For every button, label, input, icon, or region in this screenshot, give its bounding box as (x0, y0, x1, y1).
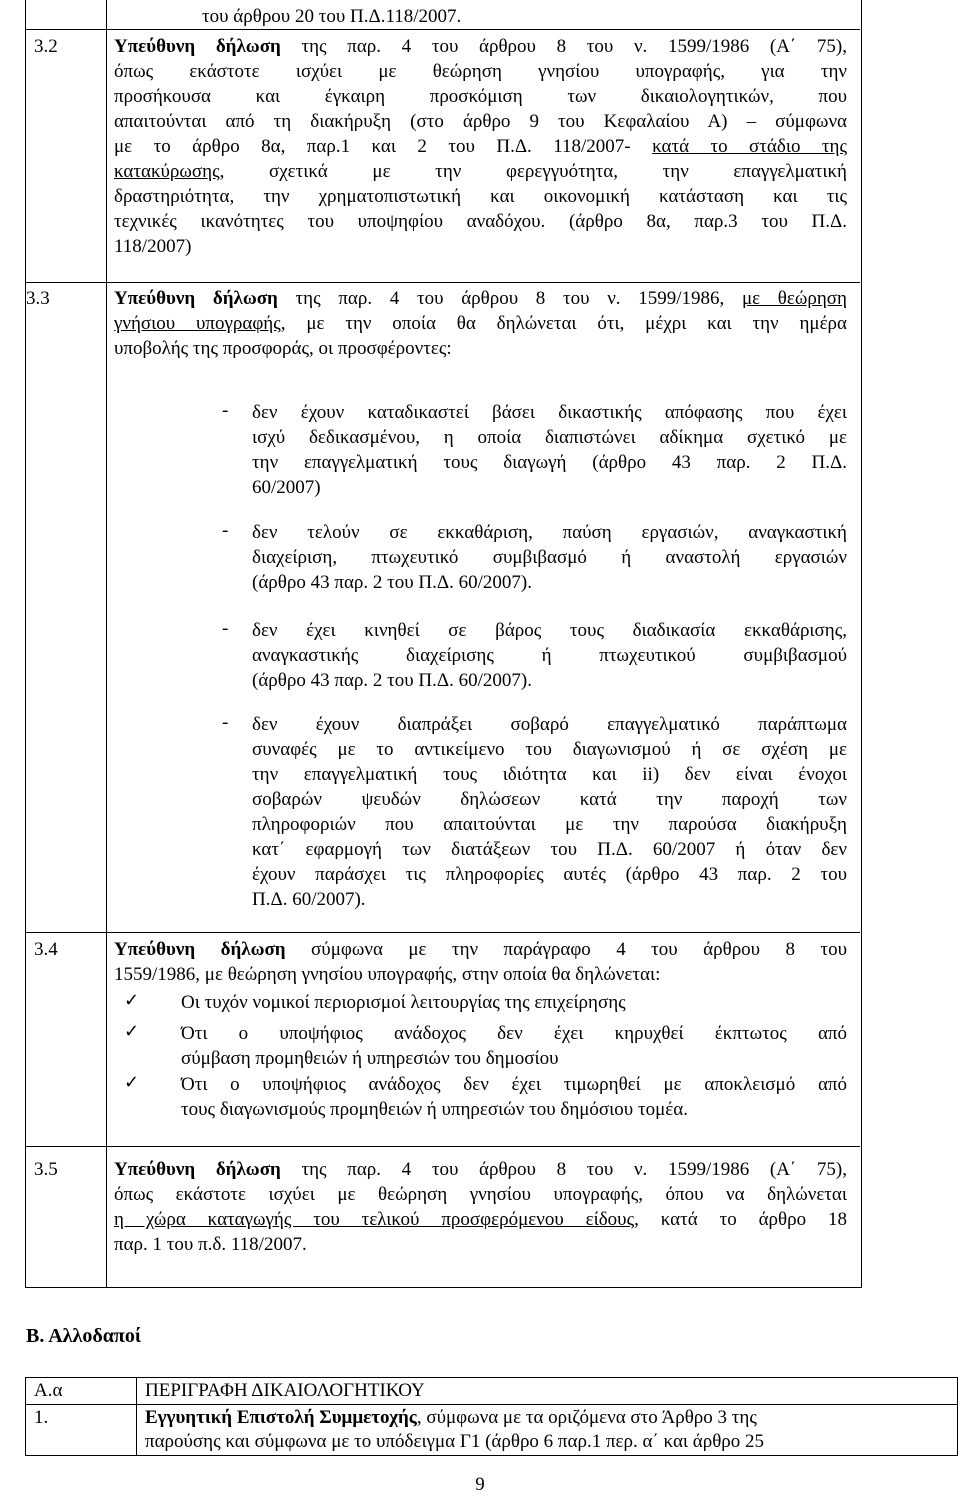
section-number: 3.3 (26, 288, 50, 309)
section-number: 3.2 (34, 36, 58, 57)
section-heading: Υπεύθυνη δήλωση (114, 1159, 281, 1180)
section-b-title: Β. Αλλοδαποί (26, 1325, 142, 1347)
checkmark-icon: ✓ (124, 1021, 140, 1042)
table-header-row (26, 1378, 958, 1405)
paragraph-line: 118/2007) (114, 236, 192, 257)
section-number: 3.5 (34, 1159, 58, 1180)
text: της παρ. 4 του άρθρου 8 του ν. 1599/1986 (Α΄ 75), (280, 36, 847, 57)
list-line: διαχείριση, πτωχευτικό συμβιβασμό ή αναστολή εργασιών (252, 547, 847, 568)
list-line: συναφές με το αντικείμενο του διαγωνισμού ή σε σχέση με (252, 739, 847, 760)
checklist-line: Ότι ο υποψήφιος ανάδοχος δεν έχει τιμωρηθεί με αποκλεισμό από (181, 1074, 847, 1095)
text: σχετικά με την φερεγγυότητα, την επαγγελματική (224, 161, 847, 182)
list-line: την επαγγελματική τους ιδιότητα και ii) δεν είναι ένοχοι (252, 764, 847, 785)
section-3-2 (114, 34, 847, 259)
list-line: αναγκαστικής διαχείρισης ή πτωχευτικού συμβιβασμού (252, 645, 847, 666)
paragraph-line: υποβολής της προσφοράς, οι προσφέροντες: (114, 338, 452, 359)
checklist-item (181, 1072, 847, 1122)
paragraph-line: προσήκουσα και έγκαιρη προσκόμιση των δικαιολογητικών, που (114, 86, 847, 107)
paragraph-line: όπως εκάστοτε ισχύει με θεώρηση γνησίου υπογραφής, για την (114, 61, 847, 82)
list-line: (άρθρο 43 παρ. 2 του Π.Δ. 60/2007). (252, 670, 532, 691)
list-line: σοβαρών ψευδών δηλώσεων κατά την παροχή των (252, 789, 847, 810)
underlined-text: κατά το στάδιο της (652, 136, 847, 157)
section-3-5 (114, 1157, 847, 1257)
text: με την οποία θα δηλώνεται ότι, μέχρι και την ημέρα (285, 313, 847, 334)
row-divider (25, 932, 860, 933)
checklist-item (181, 990, 847, 1015)
checkmark-icon: ✓ (124, 1072, 140, 1093)
table-header-cell: Α.α (26, 1378, 137, 1405)
paragraph-line: παρ. 1 του π.δ. 118/2007. (114, 1234, 307, 1255)
column-divider (106, 0, 107, 1287)
list-line: πληροφοριών που απαιτούνται με την παρούσα διακήρυξη (252, 814, 847, 835)
text: , κατά το άρθρο 18 (634, 1209, 848, 1230)
row-divider (25, 29, 860, 30)
text: σύμφωνα με την παράγραφο 4 του άρθρου 8 του (285, 939, 847, 960)
text: παρούσης και σύμφωνα με το υπόδειγμα Γ1 (άρθρο 6 παρ.1 περ. α΄ και άρθρο 25 (145, 1431, 765, 1452)
list-dash: - (222, 712, 229, 733)
table-cell-number: 1. (26, 1405, 137, 1456)
paragraph-line: απαιτούνται από τη διακήρυξη (στο άρθρο 9 του Κεφαλαίου Α) – σύμφωνα (114, 111, 847, 132)
section-heading: Υπεύθυνη δήλωση (114, 939, 286, 960)
table-header-cell: ΠΕΡΙΓΡΑΦΗ ΔΙΚΑΙΟΛΟΓΗΤΙΚΟΥ (137, 1378, 958, 1405)
text: με το άρθρο 8α, παρ.1 και 2 του Π.Δ. 118/2007- (114, 136, 653, 157)
paragraph-line: όπως εκάστοτε ισχύει με θεώρηση γνησίου υπογραφής, όπου να δηλώνεται (114, 1184, 847, 1205)
list-line: ισχύ δεδικασμένου, η οποία διαπιστώνει αδίκημα σχετικό με (252, 427, 847, 448)
list-line: την επαγγελματική τους διαγωγή (άρθρο 43 παρ. 2 Π.Δ. (252, 452, 847, 473)
document-name: Εγγυητική Επιστολή Συμμετοχής (145, 1407, 417, 1428)
underlined-text: με θεώρηση (741, 288, 847, 309)
continuation-text: του άρθρου 20 του Π.Δ.118/2007. (202, 6, 462, 27)
list-line: έχουν παράσχει τις πληροφορίες αυτές (άρθρο 43 παρ. 2 του (252, 864, 847, 885)
list-dash: - (222, 618, 229, 639)
checklist-item (181, 1021, 847, 1071)
list-item (252, 400, 847, 500)
checkmark-icon: ✓ (124, 990, 140, 1011)
underlined-text: κατακύρωσης, (114, 161, 225, 182)
list-item (252, 520, 847, 595)
section-heading: Υπεύθυνη δήλωση (114, 36, 281, 57)
foreign-documents-table (25, 1377, 958, 1456)
text: , σύμφωνα με τα οριζόμενα στο Άρθρο 3 της (416, 1407, 757, 1428)
list-item (252, 712, 847, 912)
table-row (26, 1405, 958, 1456)
section-3-3 (114, 286, 847, 361)
list-line: (άρθρο 43 παρ. 2 του Π.Δ. 60/2007). (252, 572, 532, 593)
table-cell-description (137, 1405, 958, 1456)
row-divider (25, 282, 860, 283)
list-line: δεν έχει κινηθεί σε βάρος τους διαδικασία εκκαθάρισης, (252, 620, 847, 641)
list-item (252, 618, 847, 693)
page-number: 9 (475, 1474, 485, 1495)
checklist-line: σύμβαση προμηθειών ή υπηρεσιών του δημοσίου (181, 1048, 559, 1069)
text: της παρ. 4 του άρθρου 8 του ν. 1599/1986 (Α΄ 75), (280, 1159, 847, 1180)
checklist-line: τους διαγωνισμούς προμηθειών ή υπηρεσιών του δημόσιου τομέα. (181, 1099, 688, 1120)
underlined-text: γνήσιου υπογραφής, (114, 313, 286, 334)
row-divider (25, 1146, 860, 1147)
list-line: δεν τελούν σε εκκαθάριση, παύση εργασιών, αναγκαστική (252, 522, 847, 543)
underlined-text: η χώρα καταγωγής του τελικού προσφερόμενου είδους (114, 1209, 635, 1230)
list-dash: - (222, 400, 229, 421)
section-heading: Υπεύθυνη δήλωση (114, 288, 278, 309)
section-number: 3.4 (34, 939, 58, 960)
list-line: δεν έχουν καταδικαστεί βάσει δικαστικής απόφασης που έχει (252, 402, 847, 423)
paragraph-line: δραστηριότητα, την χρηματοπιστωτική και οικονομική κατάσταση και τις (114, 186, 847, 207)
text: της παρ. 4 του άρθρου 8 του ν. 1599/1986, (277, 288, 742, 309)
paragraph-line: τεχνικές ικανότητες του υποψηφίου αναδόχου. (άρθρο 8α, παρ.3 του Π.Δ. (114, 211, 847, 232)
section-3-4 (114, 937, 847, 987)
list-line: Π.Δ. 60/2007). (252, 889, 366, 910)
list-line: 60/2007) (252, 477, 321, 498)
list-dash: - (222, 520, 229, 541)
checklist-line: Οι τυχόν νομικοί περιορισμοί λειτουργίας της επιχείρησης (181, 992, 626, 1013)
list-line: δεν έχουν διαπράξει σοβαρό επαγγελματικό παράπτωμα (252, 714, 847, 735)
list-line: κατ΄ εφαρμογή των διατάξεων του Π.Δ. 60/2007 ή όταν δεν (252, 839, 847, 860)
paragraph-line: 1559/1986, με θεώρηση γνησίου υπογραφής, στην οποία θα δηλώνεται: (114, 964, 661, 985)
checklist-line: Ότι ο υποψήφιος ανάδοχος δεν έχει κηρυχθεί έκπτωτος από (181, 1023, 847, 1044)
